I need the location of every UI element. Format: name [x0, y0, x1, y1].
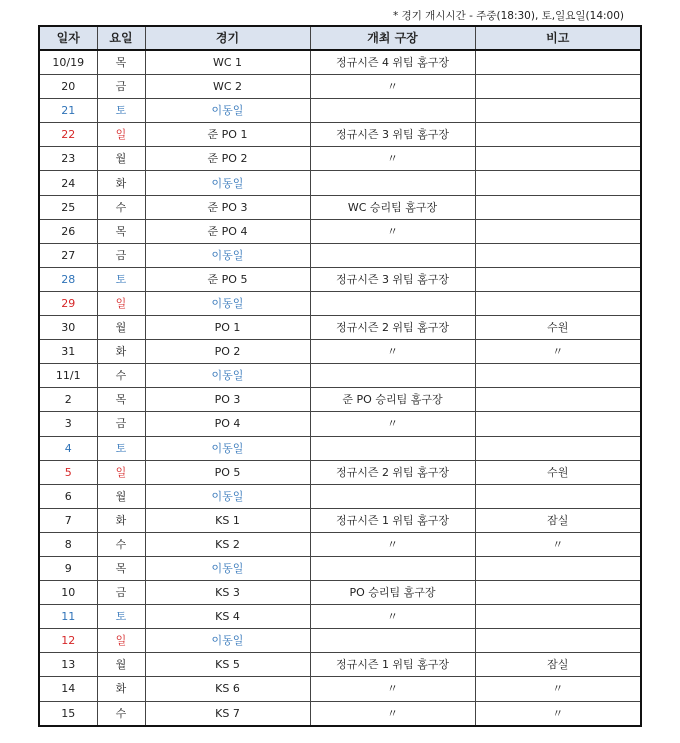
- game-cell: 이동일: [145, 99, 310, 123]
- venue-cell: [310, 171, 475, 195]
- day-cell: 일: [97, 460, 145, 484]
- venue-cell: 정규시즌 4 위팀 홈구장: [310, 50, 475, 75]
- remarks-cell: [475, 291, 641, 315]
- remarks-cell: [475, 219, 641, 243]
- day-cell: 목: [97, 388, 145, 412]
- day-cell: 금: [97, 243, 145, 267]
- game-cell: PO 1: [145, 316, 310, 340]
- day-cell: 월: [97, 316, 145, 340]
- remarks-cell: [475, 412, 641, 436]
- date-cell: 11/1: [39, 364, 97, 388]
- game-cell: 이동일: [145, 364, 310, 388]
- game-cell: 이동일: [145, 629, 310, 653]
- remarks-cell: [475, 484, 641, 508]
- game-cell: KS 1: [145, 508, 310, 532]
- table-row: [39, 99, 641, 123]
- venue-cell: 〃: [310, 147, 475, 171]
- date-cell: 25: [39, 195, 97, 219]
- venue-cell: [310, 291, 475, 315]
- day-cell: 월: [97, 147, 145, 171]
- game-cell: 준 PO 2: [145, 147, 310, 171]
- venue-cell: [310, 556, 475, 580]
- date-cell: 23: [39, 147, 97, 171]
- remarks-cell: 〃: [475, 532, 641, 556]
- remarks-cell: [475, 581, 641, 605]
- venue-cell: 준 PO 승리팀 홈구장: [310, 388, 475, 412]
- game-cell: KS 3: [145, 581, 310, 605]
- game-cell: PO 3: [145, 388, 310, 412]
- remarks-cell: 잠실: [475, 508, 641, 532]
- remarks-cell: [475, 436, 641, 460]
- day-cell: 토: [97, 605, 145, 629]
- date-cell: 10/19: [39, 50, 97, 75]
- table-row: [39, 340, 641, 364]
- game-cell: WC 2: [145, 75, 310, 99]
- game-cell: 준 PO 4: [145, 219, 310, 243]
- venue-cell: 〃: [310, 677, 475, 701]
- venue-cell: 〃: [310, 701, 475, 726]
- venue-cell: 〃: [310, 605, 475, 629]
- table-row: [39, 50, 641, 75]
- remarks-cell: [475, 99, 641, 123]
- venue-cell: 정규시즌 2 위팀 홈구장: [310, 316, 475, 340]
- venue-cell: [310, 243, 475, 267]
- venue-cell: [310, 99, 475, 123]
- table-row: [39, 532, 641, 556]
- table-row: [39, 436, 641, 460]
- game-cell: 준 PO 5: [145, 267, 310, 291]
- venue-cell: [310, 484, 475, 508]
- table-row: [39, 556, 641, 580]
- table-row: [39, 291, 641, 315]
- day-cell: 월: [97, 484, 145, 508]
- date-cell: 4: [39, 436, 97, 460]
- date-cell: 24: [39, 171, 97, 195]
- remarks-cell: [475, 267, 641, 291]
- header-row: [39, 26, 641, 50]
- day-cell: 목: [97, 50, 145, 75]
- table-row: [39, 508, 641, 532]
- day-cell: 일: [97, 291, 145, 315]
- day-cell: 화: [97, 508, 145, 532]
- day-cell: 수: [97, 195, 145, 219]
- remarks-cell: 수원: [475, 316, 641, 340]
- date-cell: 21: [39, 99, 97, 123]
- remarks-cell: 〃: [475, 677, 641, 701]
- remarks-cell: 수원: [475, 460, 641, 484]
- venue-cell: 〃: [310, 412, 475, 436]
- date-cell: 15: [39, 701, 97, 726]
- day-cell: 수: [97, 532, 145, 556]
- venue-cell: PO 승리팀 홈구장: [310, 581, 475, 605]
- table-row: [39, 267, 641, 291]
- remarks-cell: 잠실: [475, 653, 641, 677]
- game-cell: PO 2: [145, 340, 310, 364]
- remarks-cell: [475, 50, 641, 75]
- table-row: [39, 316, 641, 340]
- table-row: [39, 147, 641, 171]
- schedule-note: * 경기 개시시간 - 주중(18:30), 토,일요일(14:00): [392, 10, 624, 22]
- day-cell: 토: [97, 267, 145, 291]
- table-row: [39, 195, 641, 219]
- header-venue: 개최 구장: [310, 26, 475, 50]
- remarks-cell: [475, 75, 641, 99]
- remarks-cell: [475, 388, 641, 412]
- date-cell: 29: [39, 291, 97, 315]
- venue-cell: [310, 436, 475, 460]
- game-cell: 준 PO 1: [145, 123, 310, 147]
- day-cell: 화: [97, 677, 145, 701]
- day-cell: 월: [97, 653, 145, 677]
- date-cell: 8: [39, 532, 97, 556]
- venue-cell: [310, 629, 475, 653]
- remarks-cell: 〃: [475, 701, 641, 726]
- schedule-body: [39, 50, 641, 726]
- table-row: [39, 364, 641, 388]
- day-cell: 화: [97, 340, 145, 364]
- remarks-cell: 〃: [475, 340, 641, 364]
- header-game: 경기: [145, 26, 310, 50]
- game-cell: 이동일: [145, 484, 310, 508]
- remarks-cell: [475, 556, 641, 580]
- game-cell: 이동일: [145, 171, 310, 195]
- table-row: [39, 412, 641, 436]
- venue-cell: 정규시즌 3 위팀 홈구장: [310, 123, 475, 147]
- date-cell: 11: [39, 605, 97, 629]
- venue-cell: 〃: [310, 532, 475, 556]
- day-cell: 일: [97, 629, 145, 653]
- game-cell: KS 2: [145, 532, 310, 556]
- date-cell: 13: [39, 653, 97, 677]
- header-remarks: 비고: [475, 26, 641, 50]
- day-cell: 토: [97, 436, 145, 460]
- date-cell: 22: [39, 123, 97, 147]
- table-row: [39, 460, 641, 484]
- day-cell: 화: [97, 171, 145, 195]
- venue-cell: 정규시즌 3 위팀 홈구장: [310, 267, 475, 291]
- table-row: [39, 75, 641, 99]
- venue-cell: 〃: [310, 75, 475, 99]
- date-cell: 26: [39, 219, 97, 243]
- game-cell: PO 5: [145, 460, 310, 484]
- table-row: [39, 701, 641, 726]
- game-cell: 이동일: [145, 291, 310, 315]
- schedule-table: [38, 25, 642, 727]
- remarks-cell: [475, 605, 641, 629]
- game-cell: WC 1: [145, 50, 310, 75]
- game-cell: KS 7: [145, 701, 310, 726]
- game-cell: KS 6: [145, 677, 310, 701]
- table-row: [39, 605, 641, 629]
- game-cell: KS 5: [145, 653, 310, 677]
- table-row: [39, 653, 641, 677]
- remarks-cell: [475, 195, 641, 219]
- venue-cell: WC 승리팀 홈구장: [310, 195, 475, 219]
- date-cell: 5: [39, 460, 97, 484]
- remarks-cell: [475, 171, 641, 195]
- date-cell: 2: [39, 388, 97, 412]
- table-row: [39, 123, 641, 147]
- venue-cell: 〃: [310, 219, 475, 243]
- remarks-cell: [475, 364, 641, 388]
- date-cell: 28: [39, 267, 97, 291]
- day-cell: 금: [97, 412, 145, 436]
- date-cell: 12: [39, 629, 97, 653]
- remarks-cell: [475, 629, 641, 653]
- table-row: [39, 629, 641, 653]
- table-row: [39, 171, 641, 195]
- venue-cell: 〃: [310, 340, 475, 364]
- table-row: [39, 677, 641, 701]
- date-cell: 6: [39, 484, 97, 508]
- table-row: [39, 484, 641, 508]
- venue-cell: 정규시즌 1 위팀 홈구장: [310, 653, 475, 677]
- table-row: [39, 243, 641, 267]
- header-date: 일자: [39, 26, 97, 50]
- date-cell: 20: [39, 75, 97, 99]
- game-cell: 이동일: [145, 556, 310, 580]
- header-day: 요일: [97, 26, 145, 50]
- day-cell: 토: [97, 99, 145, 123]
- game-cell: 이동일: [145, 436, 310, 460]
- date-cell: 27: [39, 243, 97, 267]
- date-cell: 10: [39, 581, 97, 605]
- table-row: [39, 219, 641, 243]
- venue-cell: 정규시즌 2 위팀 홈구장: [310, 460, 475, 484]
- table-row: [39, 388, 641, 412]
- game-cell: 이동일: [145, 243, 310, 267]
- date-cell: 31: [39, 340, 97, 364]
- date-cell: 3: [39, 412, 97, 436]
- day-cell: 수: [97, 364, 145, 388]
- day-cell: 금: [97, 581, 145, 605]
- date-cell: 30: [39, 316, 97, 340]
- day-cell: 금: [97, 75, 145, 99]
- table-row: [39, 581, 641, 605]
- date-cell: 14: [39, 677, 97, 701]
- date-cell: 7: [39, 508, 97, 532]
- game-cell: PO 4: [145, 412, 310, 436]
- day-cell: 일: [97, 123, 145, 147]
- game-cell: KS 4: [145, 605, 310, 629]
- date-cell: 9: [39, 556, 97, 580]
- game-cell: 준 PO 3: [145, 195, 310, 219]
- venue-cell: [310, 364, 475, 388]
- remarks-cell: [475, 123, 641, 147]
- remarks-cell: [475, 147, 641, 171]
- venue-cell: 정규시즌 1 위팀 홈구장: [310, 508, 475, 532]
- remarks-cell: [475, 243, 641, 267]
- day-cell: 수: [97, 701, 145, 726]
- day-cell: 목: [97, 219, 145, 243]
- day-cell: 목: [97, 556, 145, 580]
